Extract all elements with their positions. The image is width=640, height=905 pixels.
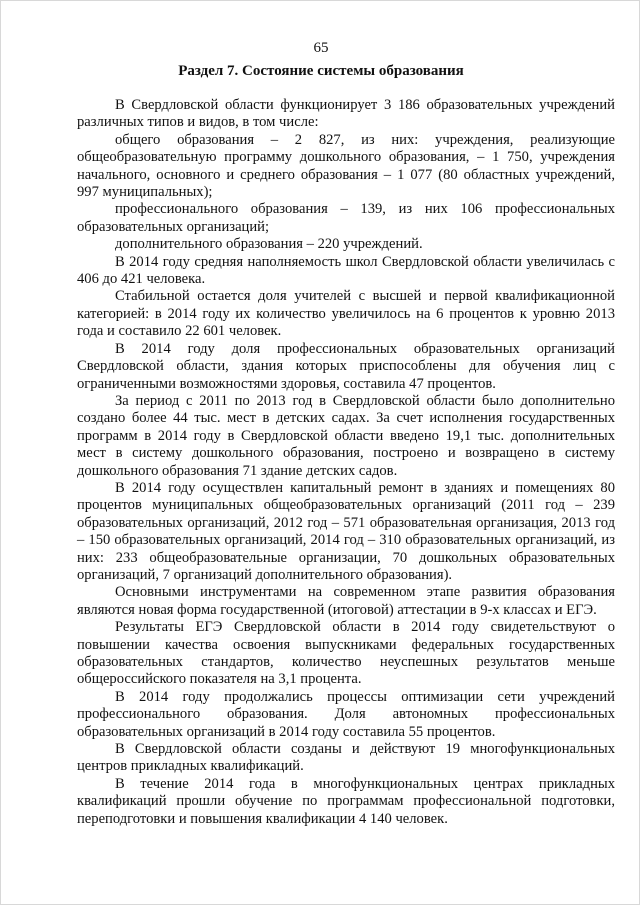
paragraph-qualification-centers: В Свердловской области созданы и действуют 19 многофункциональных центров прикладных квалификаций.	[77, 741, 615, 775]
paragraph-teachers-category: Стабильной остается доля учителей с высшей и первой квалификационной категорией: в 2014 году их количество увеличилось на 6 процентов к уровню 2013 года и составило 22 601 человек.	[77, 288, 615, 340]
paragraph-school-occupancy: В 2014 году средняя наполняемость школ Свердловской области увеличилась с 406 до 421 человека.	[77, 253, 615, 288]
paragraph-kindergarten-places: За период с 2011 по 2013 год в Свердловской области было дополнительно создано более 44 тыс. мест в детских садах. За счет исполнения государственных программ в 2014 году в Свердловской области введено 19,1 тыс. дополнительных мест в систему дошкольного образования, построено и возвращено в систему дошкольного образования 71 здание детских садов.	[77, 392, 615, 479]
paragraph-general-education: общего образования – 2 827, из них: учреждения, реализующие общеобразовательную программу дошкольного образования, – 1 750, учреждения начального, основного и среднего образования – 1 077 (80 областных учреждений, 997 муниципальных);	[77, 131, 615, 201]
paragraph-additional-education: дополнительного образования – 220 учреждений.	[115, 236, 423, 253]
paragraph-certification-tools: Основными инструментами на современном этапе развития образования являются новая форма государственной (итоговой) аттестации в 9-х классах и ЕГЭ.	[77, 584, 615, 618]
paragraph-training-results: В течение 2014 года в многофункциональных центрах прикладных квалификаций прошли обучение по программам профессиональной подготовки, переподготовки и повышения квалификации 4 140 человек.	[77, 775, 615, 827]
paragraph-exam-results: Результаты ЕГЭ Свердловской области в 2014 году свидетельствуют о повышении качества освоения выпускниками федеральных государственных образовательных стандартов, количество неуспешных результатов меньше общероссийского показателя на 3,1 процента.	[77, 619, 615, 688]
paragraph-network-optimization: В 2014 году продолжались процессы оптимизации сети учреждений профессионального образования. Доля автономных профессиональных образовательных организаций в 2014 году составила 55 процентов.	[77, 688, 615, 740]
paragraph-capital-repairs: В 2014 году осуществлен капитальный ремонт в зданиях и помещениях 80 процентов муниципальных общеобразовательных организаций (2011 год – 239 образовательных организаций, 2012 год – 571 образовательная организация, 2013 год – 150 образовательных организаций, 2014 год – 310 образовательных организаций, из них: 233 общеобразовательные организации, 70 дошкольных образовательных организаций, 7 организаций дополнительного образования).	[77, 479, 615, 583]
paragraph-institutions-total: В Свердловской области функционирует 3 186 образовательных учреждений различных типов и видов, в том числе:	[77, 97, 615, 131]
page-number: 65	[313, 40, 329, 56]
paragraph-accessible-buildings: В 2014 году доля профессиональных образовательных организаций Свердловской области, здания которых приспособлены для обучения лиц с ограниченными возможностями здоровья, составила 47 процентов.	[77, 340, 615, 392]
body-text	[77, 97, 615, 828]
section-title: Раздел 7. Состояние системы образования	[178, 63, 464, 79]
paragraph-professional-education: профессионального образования – 139, из них 106 профессиональных образовательных организаций;	[77, 201, 615, 235]
